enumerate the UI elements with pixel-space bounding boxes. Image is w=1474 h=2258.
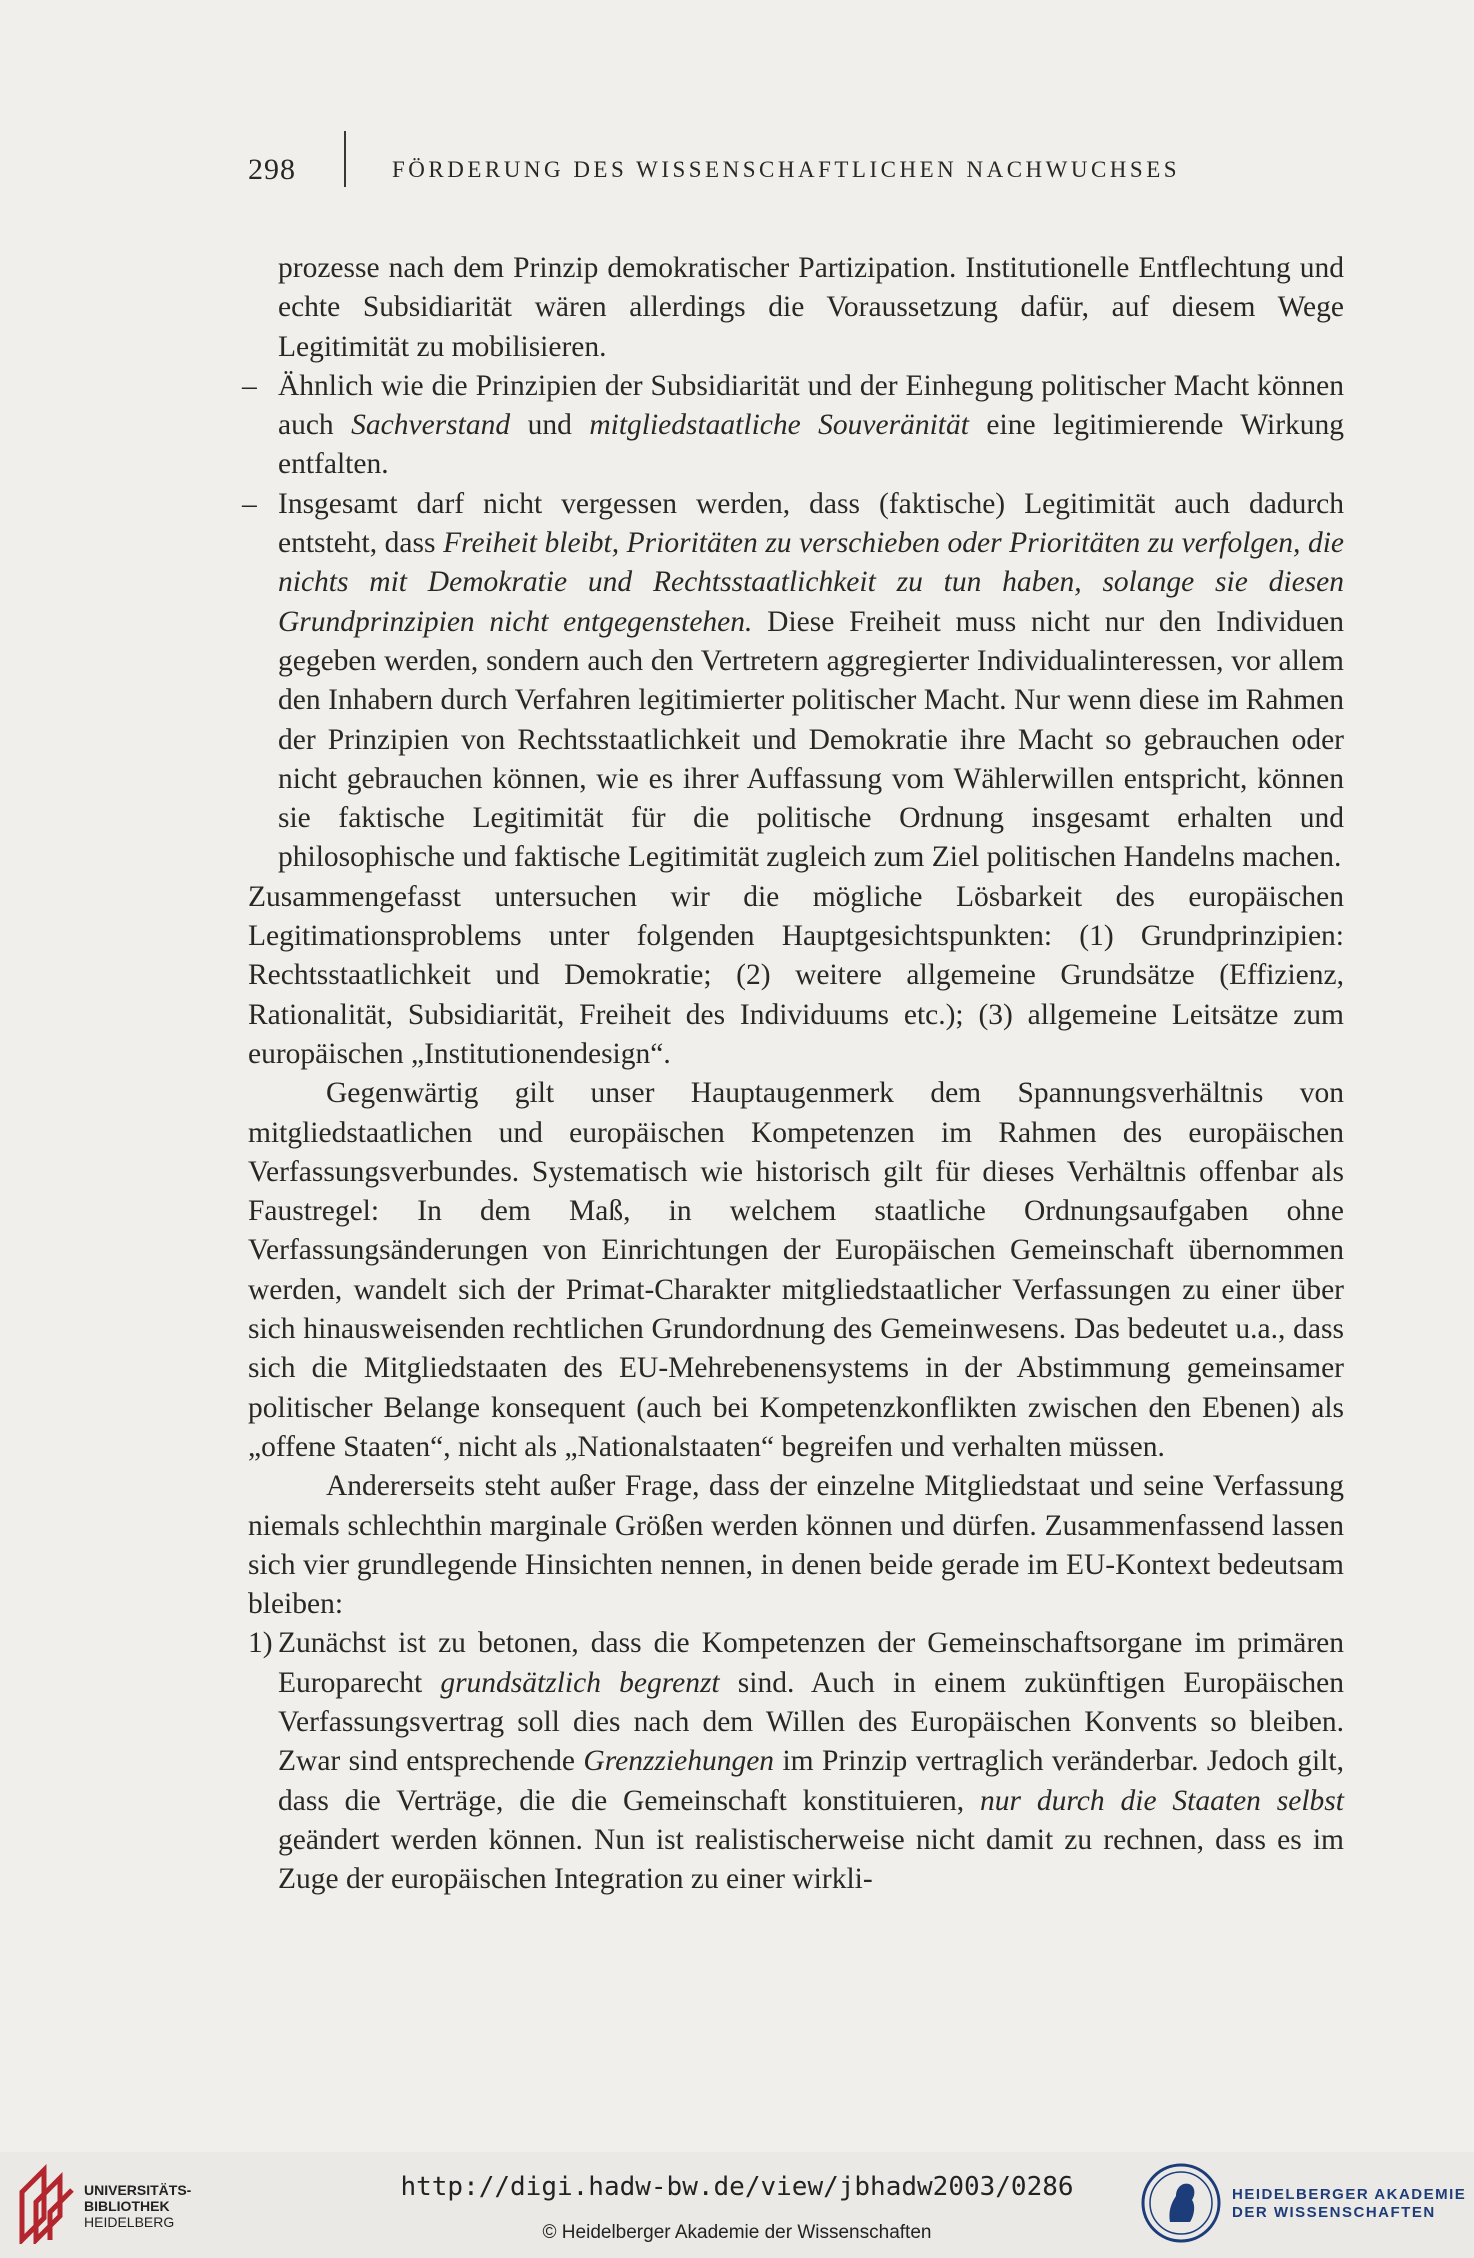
- text-run: im Prinzip vertraglich veränderbar. Jedoch gilt, dass die Verträge, die die Gemeinschaft konstituieren,: [278, 1745, 1344, 1817]
- list-number: 1): [248, 1627, 273, 1660]
- academy-seal-icon: [1140, 2162, 1222, 2244]
- text-run: Andererseits steht außer Frage, dass der einzelne Mitgliedstaat und seine Verfassung niemals schlechthin marginale Größen werden können und dürfen. Zusammenfassend lassen sich vier grundlegende Hinsichten nennen, in denen beide gerade im EU-Kontext bedeutsam bleiben:: [248, 1470, 1344, 1621]
- page-header: [0, 145, 1474, 195]
- library-name-line: HEIDELBERG: [84, 2214, 175, 2230]
- text-run: Zunächst ist zu betonen, dass die Kompetenzen der Gemeinschaftsorgane im primären Europarecht: [278, 1627, 1344, 1699]
- text-run: prozesse nach dem Prinzip demokratischer Partizipation. Institutionelle Entflechtung und echte Subsidiarität wären allerdings die Voraussetzung dafür, auf diesem Wege Legitimität zu mobilisieren.: [278, 252, 1344, 363]
- italic-run: Sachverstand: [351, 409, 511, 442]
- list-dash: –: [242, 487, 257, 520]
- header-divider: [344, 131, 346, 187]
- italic-run: nur durch die Staaten selbst: [980, 1784, 1344, 1817]
- footer-bar: [0, 2152, 1474, 2258]
- paragraph: [248, 1467, 1344, 1624]
- academy-name-line: HEIDELBERGER AKADEMIE: [1232, 2186, 1467, 2203]
- body-text: [242, 249, 1345, 1899]
- list-item-dash: [242, 485, 1345, 878]
- text-run: geändert werden können. Nun ist realistischerweise nicht damit zu rechnen, dass es im Zuge der europäischen Integration zu einer wirkli-: [278, 1823, 1344, 1896]
- running-title: FÖRDERUNG DES WISSENSCHAFTLICHEN NACHWUCHSES: [392, 157, 1181, 182]
- text-run: sind. Auch in einem zukünftigen Europäischen Verfassungsvertrag soll dies nach dem Willen des Europäischen Konvents so bleiben. Zwar sind entsprechende: [278, 1666, 1344, 1778]
- academy-name-line: DER WISSENSCHAFTEN: [1232, 2204, 1436, 2221]
- paragraph-continuation: [248, 249, 1344, 367]
- text-run: Diese Freiheit muss nicht nur den Individuen gegeben werden, sondern auch den Vertretern aggregierter Individualinteressen, vor allem den Inhabern durch Verfahren legitimierter politischer Macht. Nur wenn diese im Rahmen der Prinzipien von Rechtsstaatlichkeit und Demokratie ihre Macht so gebrauchen oder nicht gebrauchen können, wie es ihrer Auffassung vom Wählerwillen entspricht, können sie faktische Legitimität für die politische Ordnung insgesamt erhalten und philosophische und faktische Legitimität zugleich zum Ziel politischen Handelns machen.: [278, 605, 1344, 874]
- italic-run: mitgliedstaatliche Souveränität: [589, 409, 969, 442]
- text-run: eine legitimierende Wirkung entfalten.: [278, 409, 1345, 481]
- list-item-numbered: [248, 1624, 1344, 1899]
- italic-run: Freiheit bleibt, Prioritäten zu verschieben oder Prioritäten zu verfolgen, die nichts mit Demokratie und Rechtsstaatlichkeit zu tun haben, solange sie diesen Grundprinzipien nicht entgegenstehen.: [278, 527, 1345, 638]
- page-number: 298: [248, 153, 296, 186]
- italic-run: grundsätzlich begrenzt: [440, 1666, 720, 1699]
- library-name-line: BIBLIOTHEK: [84, 2198, 170, 2214]
- paragraph: [248, 878, 1344, 1074]
- permalink-url[interactable]: http://digi.hadw-bw.de/view/jbhadw2003/0286: [400, 2172, 1074, 2202]
- academy-name: [1232, 2186, 1466, 2222]
- library-name-line: UNIVERSITÄTS-: [84, 2182, 192, 2198]
- text-run: Gegenwärtig gilt unser Hauptaugenmerk dem Spannungsverhältnis von mitgliedstaatlichen und europäischen Kompetenzen im Rahmen des europäischen Verfassungsverbundes. Systematisch wie historisch gilt für dieses Verhältnis offenbar als Faustregel: In dem Maß, in welchem staatliche Ordnungsaufgaben ohne Verfassungsänderungen von Einrichtungen der Europäischen Gemeinschaft übernommen werden, wandelt sich der Primat-Charakter mitgliedstaatlicher Verfassungen zu einer über sich hinausweisenden rechtlichen Grundordnung des Gemeinwesens. Das bedeutet u.a., dass sich die Mitgliedstaaten des EU-Mehrebenensystems in der Abstimmung gemeinsamer politischer Belange konsequent (auch bei Kompetenzkonflikten zwischen den Ebenen) als „offene Staaten“, nicht als „Nationalstaaten“ begreifen und verhalten müssen.: [248, 1077, 1344, 1463]
- text-run: Ähnlich wie die Prinzipien der Subsidiarität und der Einhegung politischer Macht können auch: [278, 369, 1344, 442]
- list-dash: –: [242, 369, 257, 402]
- text-run: und: [510, 409, 590, 442]
- text-run: Insgesamt darf nicht vergessen werden, dass (faktische) Legitimität auch dadurch entsteht, dass: [278, 487, 1344, 560]
- copyright-notice: © Heidelberger Akademie der Wissenschaften: [542, 2222, 932, 2243]
- text-run: Zusammengefasst untersuchen wir die mögliche Lösbarkeit des europäischen Legitimationsproblems unter folgenden Hauptgesichtspunkten: (1) Grundprinzipien: Rechtsstaatlichkeit und Demokratie; (2) weitere allgemeine Grundsätze (Effizienz, Rationalität, Subsidiarität, Freiheit des Individuums etc.); (3) allgemeine Leitsätze zum europäischen „Institutionendesign“.: [248, 880, 1344, 1070]
- italic-run: Grenzziehungen: [583, 1745, 775, 1778]
- paragraph: [248, 1074, 1344, 1467]
- list-item-dash: [242, 367, 1345, 485]
